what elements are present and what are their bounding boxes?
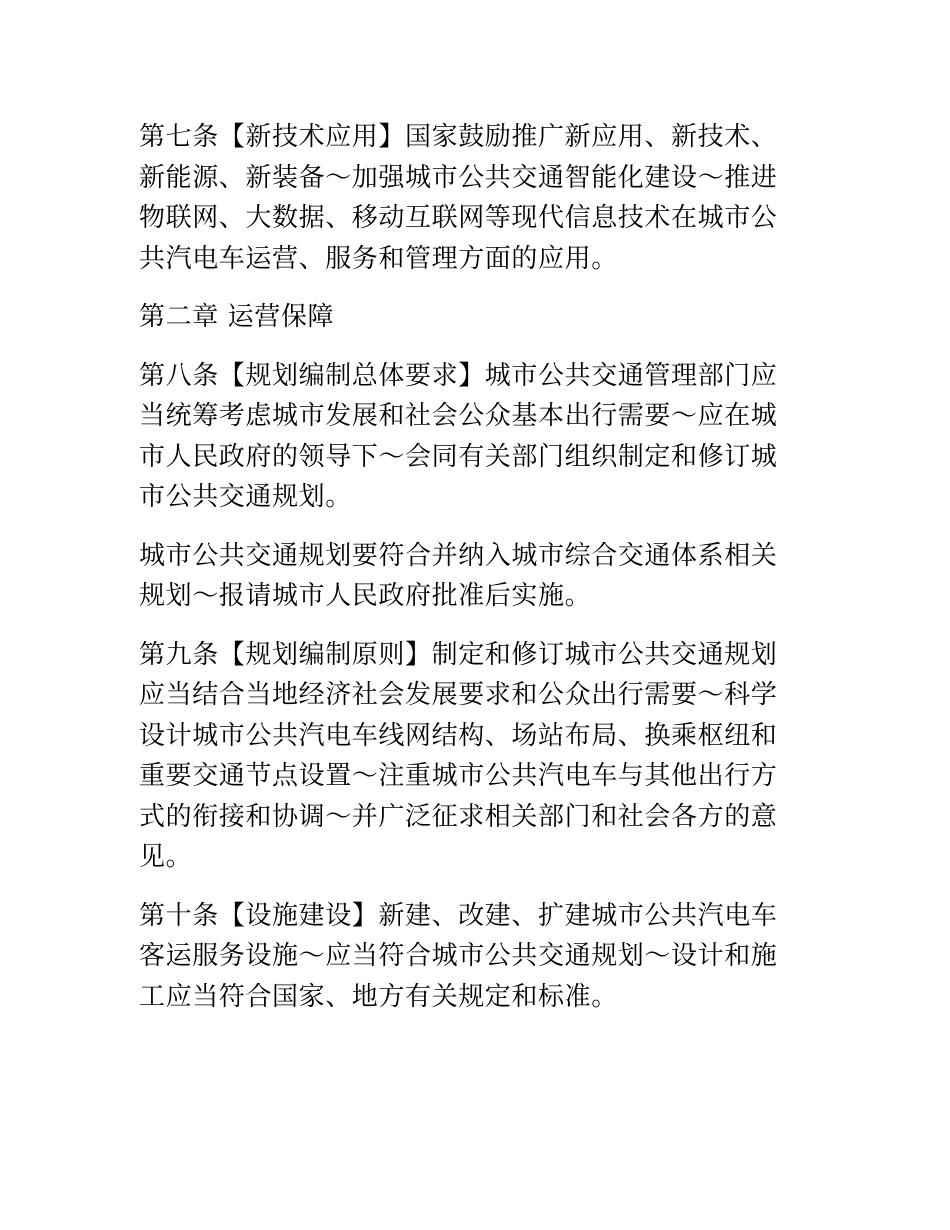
text-line: 新能源、新装备～加强城市公共交通智能化建设～推进 bbox=[139, 162, 778, 193]
text-line: 设计城市公共汽电车线网结构、场站布局、换乘枢纽和 bbox=[139, 720, 778, 751]
text-line: 市公共交通规划。 bbox=[139, 482, 352, 512]
article-9-paragraph bbox=[139, 635, 791, 878]
text-line: 市人民政府的领导下～会同有关部门组织制定和修订城 bbox=[139, 441, 778, 472]
text-line: 第七条【新技术应用】国家鼓励推广新应用、新技术、 bbox=[139, 122, 778, 152]
document-body bbox=[139, 117, 791, 1035]
text-line: 共汽电车运营、服务和管理方面的应用。 bbox=[139, 243, 618, 274]
text-line: 式的衔接和协调～并广泛征求相关部门和社会各方的意 bbox=[139, 801, 778, 832]
text-line: 工应当符合国家、地方有关规定和标准。 bbox=[139, 981, 618, 1012]
article-8-paragraph bbox=[139, 356, 791, 518]
text-line: 第九条【规划编制原则】制定和修订城市公共交通规划 bbox=[139, 639, 778, 670]
text-line: 见。 bbox=[139, 842, 193, 872]
text-line: 当统筹考虑城市发展和社会公众基本出行需要～应在城 bbox=[139, 401, 778, 431]
text-line: 客运服务设施～应当符合城市公共交通规划～设计和施 bbox=[139, 941, 778, 971]
article-8-continuation-paragraph bbox=[139, 536, 791, 617]
text-line: 物联网、大数据、移动互联网等现代信息技术在城市公 bbox=[139, 203, 778, 233]
text-line: 第八条【规划编制总体要求】城市公共交通管理部门应 bbox=[139, 360, 778, 391]
text-line: 第十条【设施建设】新建、改建、扩建城市公共汽电车 bbox=[139, 900, 778, 931]
text-line: 城市公共交通规划要符合并纳入城市综合交通体系相关 bbox=[139, 540, 778, 571]
text-line: 应当结合当地经济社会发展要求和公众出行需要～科学 bbox=[139, 680, 778, 710]
text-line: 规划～报请城市人民政府批准后实施。 bbox=[139, 581, 592, 611]
heading-line: 第二章 运营保障 bbox=[139, 302, 335, 332]
article-10-paragraph bbox=[139, 896, 791, 1018]
chapter-2-heading bbox=[139, 297, 791, 338]
text-line: 重要交通节点设置～注重城市公共汽电车与其他出行方 bbox=[139, 761, 778, 791]
article-7-paragraph bbox=[139, 117, 791, 279]
